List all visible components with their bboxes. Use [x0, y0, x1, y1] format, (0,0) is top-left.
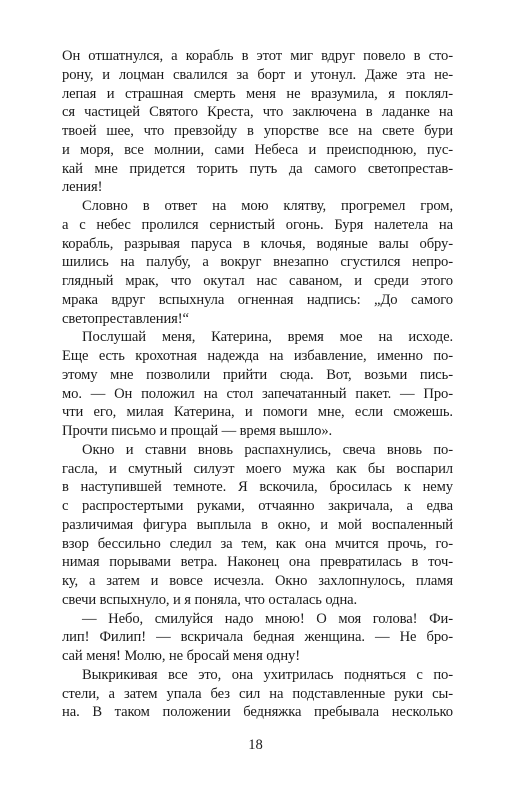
text-line: лип! Филип! — вскричала бедная женщина. — Не бро- — [62, 629, 453, 646]
page-body-text — [62, 47, 453, 722]
text-line: Выкрикивая все это, она ухитрилась подняться с по- — [82, 666, 453, 683]
text-line: мрака вдруг вспыхнула огненная надпись: „До самого — [62, 291, 453, 308]
text-line: ку, а затем и вовсе исчезла. Окно захлопнулось, пламя — [62, 573, 453, 589]
text-line: свечи вспыхнуло, и я поняла, что осталась одна. — [62, 591, 358, 608]
text-line: Окно и ставни вновь распахнулись, свеча вновь по- — [82, 441, 453, 458]
text-line: на. В таком положении бедняжка пребывала несколько — [62, 704, 453, 721]
text-line: Послушай меня, Катерина, время мое на исходе. — [82, 329, 453, 346]
text-line: этому мне позволили прийти сюда. Вот, возьми пись- — [62, 366, 453, 383]
text-line: корабль, разрывая паруса в клочья, водяные валы обру- — [62, 235, 453, 252]
text-line: Он отшатнулся, а корабль в этот миг вдруг повело в сто- — [62, 48, 453, 64]
text-line: твоей шее, что превзойду в упорстве все на свете бури — [62, 123, 453, 139]
text-line: Еще есть крохотная надежда на избавление, именно по- — [62, 348, 453, 364]
text-line: кай мне придется торить путь да самого светопрестав- — [62, 160, 453, 177]
text-line: ления! — [62, 179, 103, 196]
text-line: взор бессильно следил за тем, как она мчится прочь, го- — [62, 535, 453, 552]
text-line: а с небес пролился сернистый огонь. Буря налетела на — [62, 216, 453, 233]
text-line: Прочти письмо и прощай — время вышло». — [62, 423, 333, 439]
text-line: в наступившей темноте. Я вскочила, бросилась к нему — [62, 479, 453, 496]
text-line: глядный мрак, что окутал нас саваном, и среди этого — [62, 273, 453, 289]
text-line: мо. — Он положил на стол запечатанный пакет. — Про- — [62, 385, 453, 402]
text-line: чти его, милая Катерина, и помоги мне, если сможешь. — [62, 404, 453, 421]
text-line: светопреставления!“ — [62, 310, 189, 327]
text-line: сай меня! Молю, не бросай меня одну! — [62, 648, 300, 664]
text-line: — Небо, смилуйся надо мною! О моя голова! Фи- — [82, 610, 453, 627]
text-line: гасла, и смутный силуэт моего мужа как бы воспарил — [62, 460, 453, 477]
text-line: Словно в ответ на мою клятву, прогремел гром, — [82, 198, 453, 214]
text-line: рону, и лоцман свалился за борт и утонул. Даже эта не- — [62, 66, 453, 83]
text-line: лепая и страшная смерть меня не вразумила, я поклял- — [62, 85, 453, 102]
text-line: с распростертыми руками, отчаянно закричала, а едва — [62, 498, 453, 514]
text-line: различимая фигура выплыла в окно, и мой воспаленный — [62, 516, 453, 533]
text-line: ся частицей Святого Креста, что заключена в ладанке на — [62, 104, 453, 121]
text-line: нимая порывами ветра. Наконец она превратилась в точ- — [62, 554, 453, 571]
text-line: шились на палубу, а вокруг внезапно сгустился непро- — [62, 254, 453, 271]
text-line: стели, а затем упала без сил на подставленные руки сы- — [62, 685, 453, 702]
page-number: 18 — [248, 737, 263, 753]
text-line: и моря, все молнии, сами Небеса и преисподнюю, пус- — [62, 141, 453, 158]
